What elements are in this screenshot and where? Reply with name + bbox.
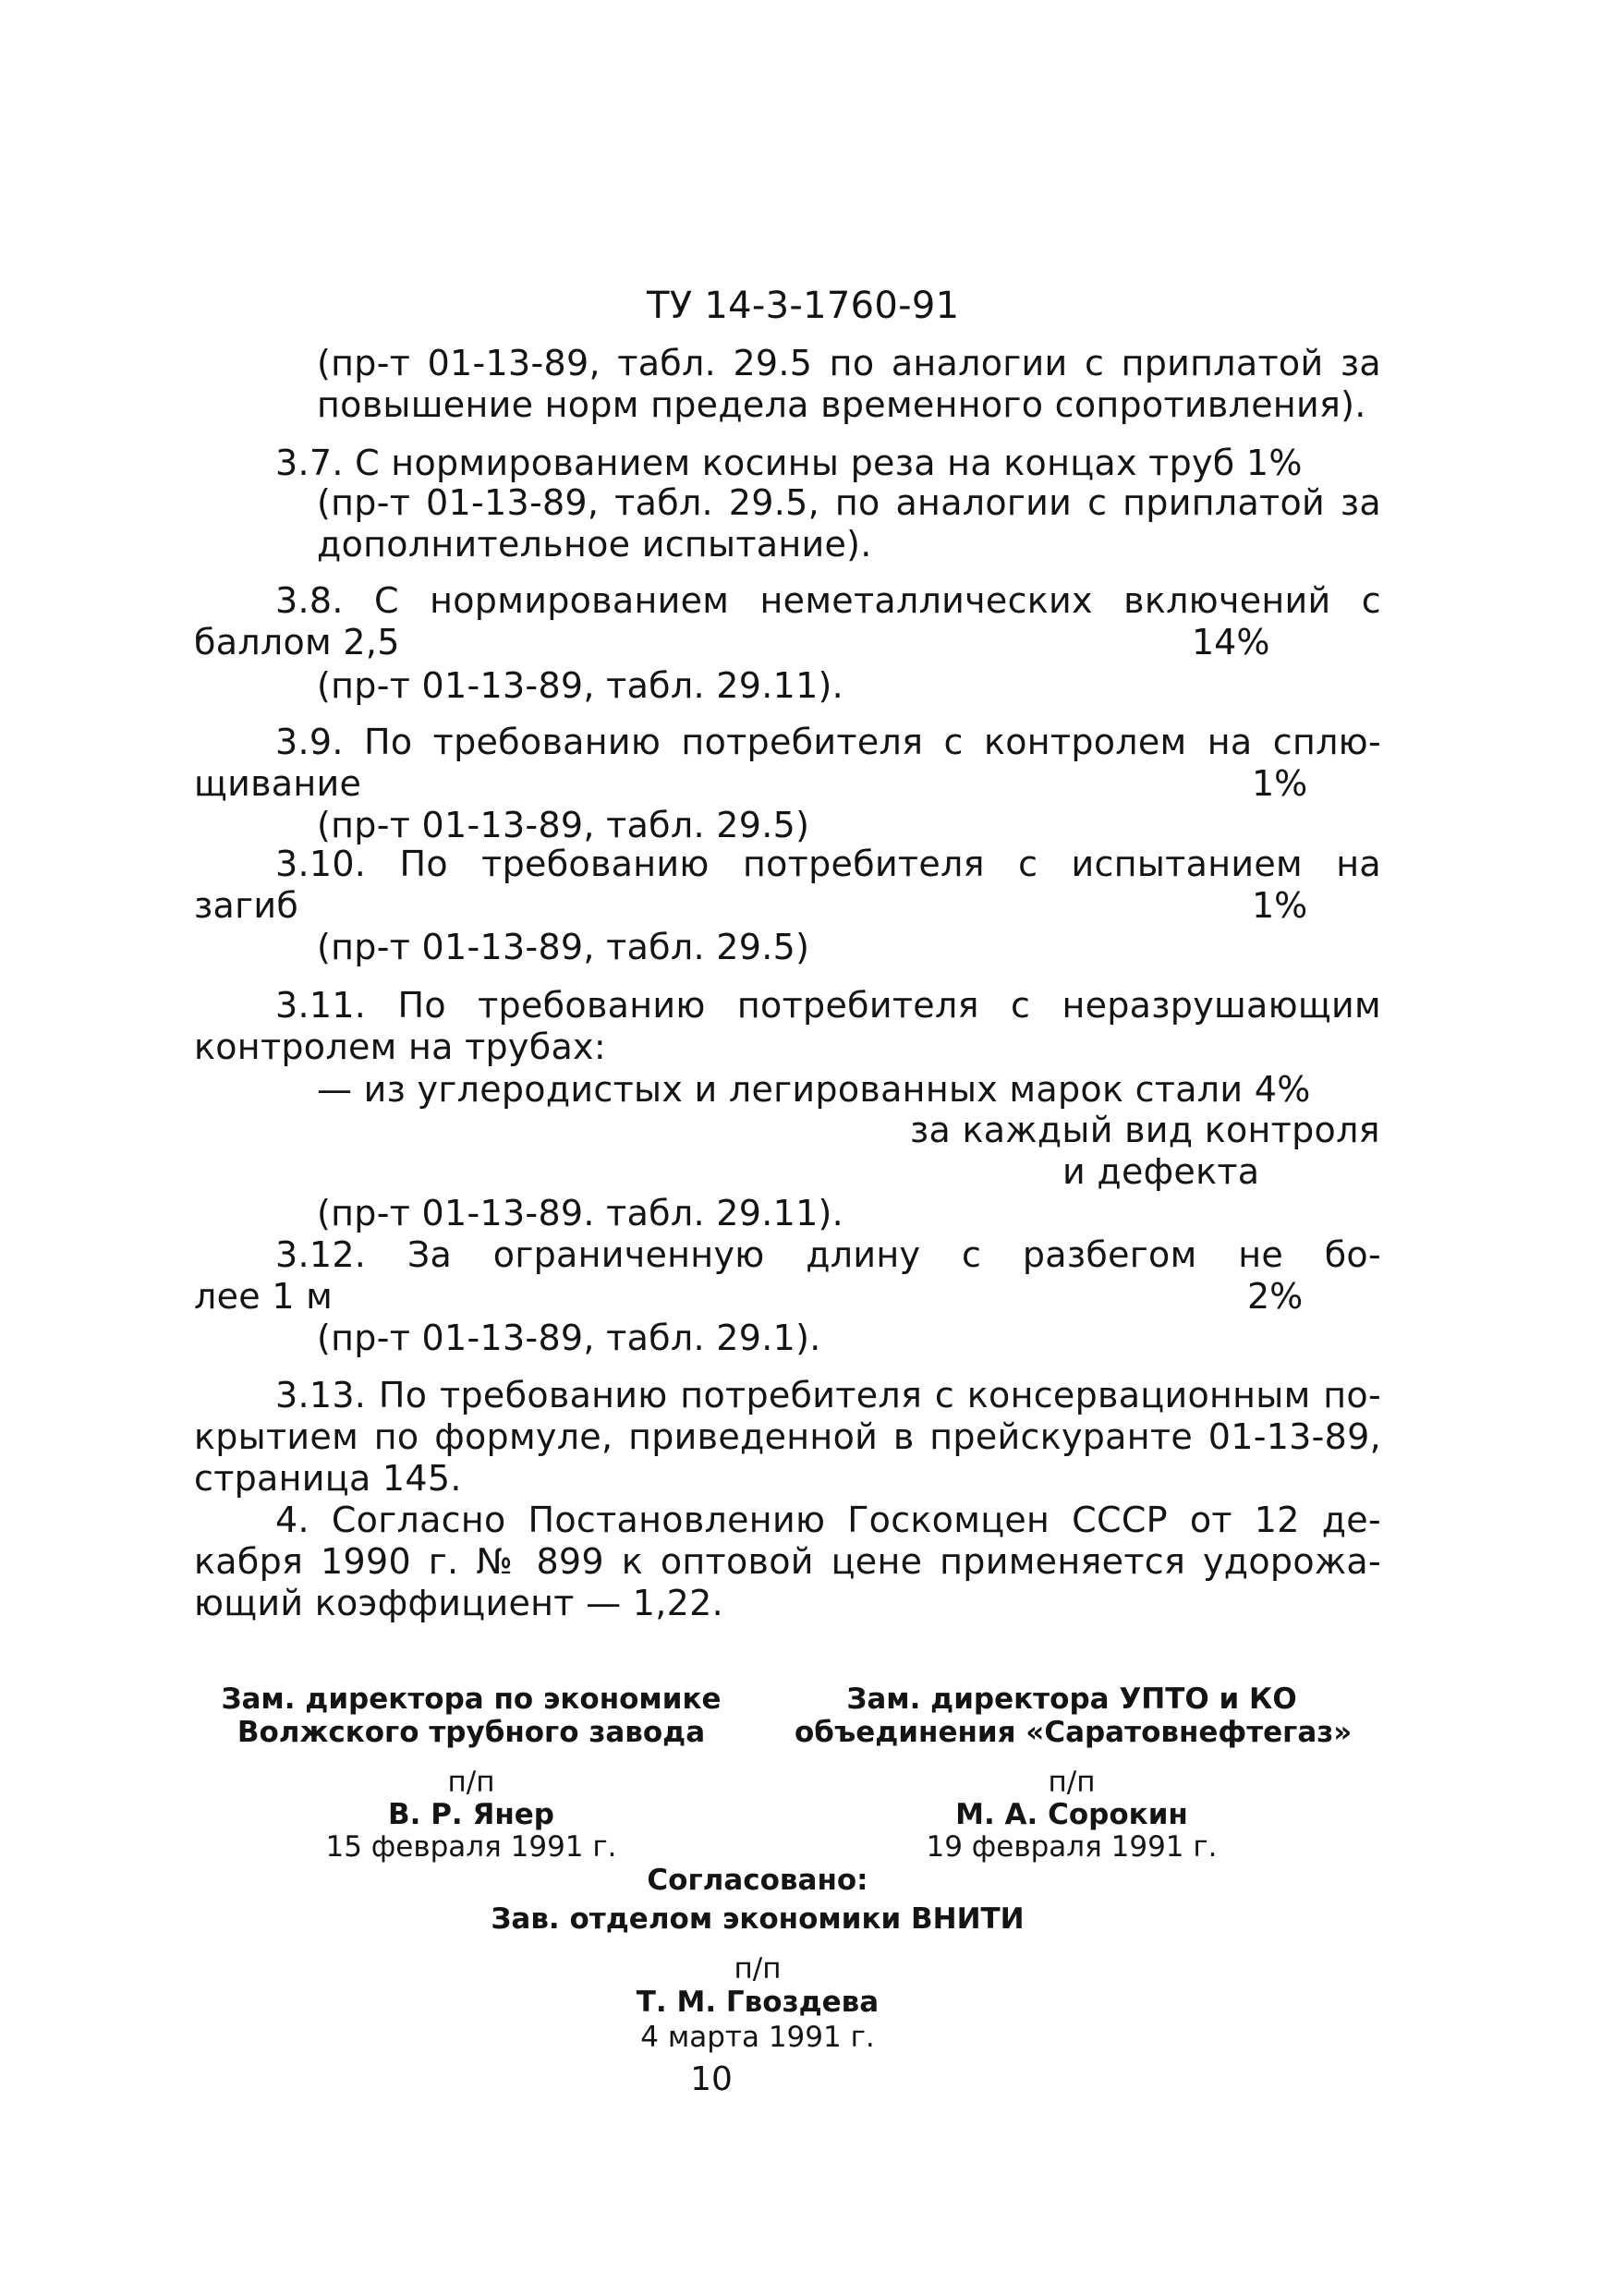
right-signatory-title: Зам. директора УПТО и КО <box>846 1683 1297 1716</box>
text-line: — из углеродистых и легированных марок стали 4% <box>317 1069 1311 1110</box>
surcharge-percent: 2% <box>1247 1276 1304 1317</box>
left-signatory-date: 15 февраля 1991 г. <box>325 1830 617 1864</box>
text-line: (пр-т 01-13-89, табл. 29.11). <box>317 665 844 706</box>
doc-number-header: ТУ 14-3-1760-91 <box>647 285 960 327</box>
text-line: контролем на трубах: <box>194 1027 606 1067</box>
left-signatory-title: Зам. директора по экономике <box>221 1683 722 1716</box>
text-line: (пр-т 01-13-89. табл. 29.11). <box>317 1193 844 1233</box>
agreed-signatory-name: Т. М. Гвоздева <box>636 1986 880 2019</box>
left-signatory-name: В. Р. Янер <box>388 1798 554 1831</box>
text-line: крытием по формуле, приведенной в прейскуранте 01-13-89, <box>194 1416 1381 1457</box>
surcharge-percent: 1% <box>1252 885 1308 926</box>
left-signatory-pp: п/п <box>447 1766 495 1799</box>
surcharge-percent: 1% <box>1252 763 1308 804</box>
text-line: повышение норм предела временного сопротивления). <box>317 384 1366 425</box>
text-line: щивание <box>194 763 362 804</box>
page-number: 10 <box>690 2060 733 2098</box>
right-signatory-name: М. А. Сорокин <box>955 1798 1188 1831</box>
clause-3-9: 3.9. По требованию потребителя с контролем на сплю- <box>275 722 1381 762</box>
text-line: (пр-т 01-13-89, табл. 29.5 по аналогии с приплатой за <box>317 343 1381 383</box>
text-line: (пр-т 01-13-89, табл. 29.5, по аналогии с приплатой за <box>317 482 1381 523</box>
clause-3-11: 3.11. По требованию потребителя с неразрушающим <box>275 985 1381 1026</box>
text-line: дополнительное испытание). <box>317 524 872 565</box>
agreed-signatory-title: Зав. отделом экономики ВНИТИ <box>491 1902 1025 1936</box>
text-line: (пр-т 01-13-89, табл. 29.5) <box>317 805 810 845</box>
agreed-signatory-pp: п/п <box>734 1952 782 1986</box>
right-signatory-pp: п/п <box>1048 1766 1096 1799</box>
agreed-signatory-date: 4 марта 1991 г. <box>640 2021 875 2054</box>
text-line: страница 145. <box>194 1458 462 1499</box>
clause-3-12: 3.12. За ограниченную длину с разбегом не бо- <box>275 1234 1381 1275</box>
clause-3-8: 3.8. С нормированием неметаллических включений с <box>275 580 1381 621</box>
right-signatory-date: 19 февраля 1991 г. <box>926 1830 1218 1864</box>
text-line: (пр-т 01-13-89, табл. 29.1). <box>317 1318 821 1358</box>
surcharge-percent: 14% <box>1192 622 1270 662</box>
text-line: баллом 2,5 <box>194 622 400 662</box>
text-line: (пр-т 01-13-89, табл. 29.5) <box>317 927 810 967</box>
clause-4: 4. Согласно Постановлению Госкомцен СССР от 12 де- <box>275 1500 1381 1540</box>
text-line: и дефекта <box>1062 1151 1260 1192</box>
text-line: ющий коэффициент — 1,22. <box>194 1583 723 1623</box>
agreed-label: Согласовано: <box>647 1864 868 1897</box>
clause-3-7: 3.7. С нормированием косины реза на концах труб 1% <box>275 443 1303 483</box>
text-line: загиб <box>194 885 299 926</box>
clause-3-10: 3.10. По требованию потребителя с испытанием на <box>275 844 1381 884</box>
left-signatory-org: Волжского трубного завода <box>237 1716 706 1749</box>
right-signatory-org: объединения «Саратовнефтегаз» <box>795 1716 1353 1749</box>
text-line: лее 1 м <box>194 1276 334 1317</box>
text-line: кабря 1990 г. № 899 к оптовой цене применяется удорожа- <box>194 1541 1381 1582</box>
clause-3-13: 3.13. По требованию потребителя с консервационным по- <box>275 1375 1381 1415</box>
text-line: за каждый вид контроля <box>910 1110 1380 1150</box>
